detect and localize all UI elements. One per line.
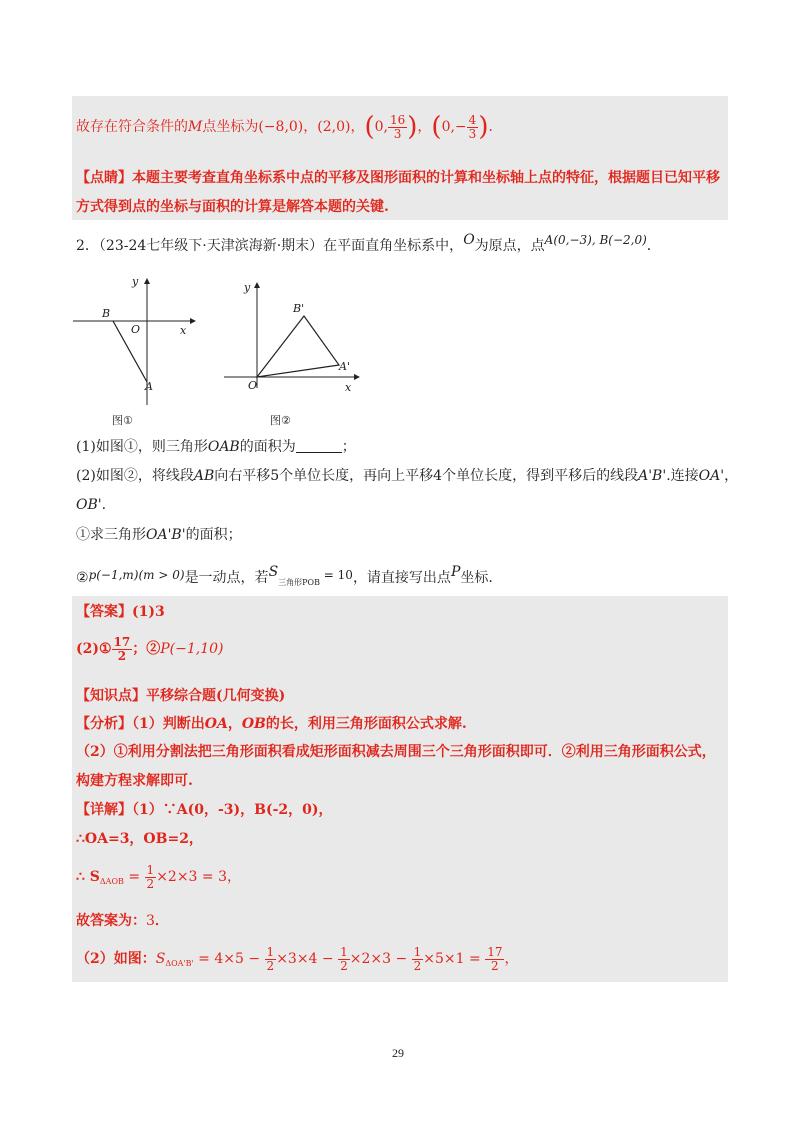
fig1-label-o: O (131, 323, 141, 336)
fig2-label-y: y (244, 281, 251, 294)
comment-line-2: 方式得到点的坐标与面积的计算是解答本题的关键. (76, 199, 389, 215)
figure-1 (70, 270, 200, 430)
conclusion-line: 故存在符合条件的M点坐标为(−8,0)，(2,0)，(0, $\frac{16}{3}$ )，(0,− $\frac{4}{3}$ )． (76, 112, 503, 142)
detail-3: ∴ $S_{\Delta AOB}$ = $\frac{1}{2}$ ×2×3 = 3， (76, 862, 242, 891)
question-2-cont: OB'. (76, 497, 107, 513)
analysis-3: 构建方程求解即可. (76, 773, 193, 789)
figure-2 (222, 276, 372, 400)
comment-line-1: 【点睛】本题主要考查直角坐标系中点的平移及图形面积的计算和坐标轴上点的特征，根据题目已知平移 (76, 170, 720, 186)
sub-question-1: ①求三角形OA'B'的面积； (76, 527, 242, 543)
fig2-caption: 图② (270, 414, 291, 427)
detail-5: （2）如图：$S_{\Delta OA'B'} = 4\times 5$ − $\frac{1}{2}$ ×3×4 − $\frac{1}{2}$ ×2×3 − $\frac{1}{2}$ ×5×1 = $\frac{17}{2}$ ， (76, 944, 519, 973)
page-number: 29 (392, 1046, 404, 1060)
fig2-label-x: x (345, 381, 352, 394)
fig2-x-arrow (354, 374, 360, 380)
fig1-label-y: y (132, 275, 139, 288)
fig1-x-arrow (190, 318, 196, 324)
detail-1: 【详解】（1）∵A(0，-3)，B(-2，0)， (76, 802, 333, 818)
analysis-2: （2）①利用分割法把三角形面积看成矩形面积减去周围三个三角形面积即可．②利用三角形面积公式， (76, 744, 716, 760)
fig1-label-x: x (180, 324, 187, 337)
answer-line-2: (2)① $\frac{17}{2}$ ；②P(−1,10) (76, 634, 224, 663)
fig2-label-ap: A' (339, 360, 350, 373)
analysis-1: 【分析】（1）判断出OA，OB的长，利用三角形面积公式求解. (76, 716, 467, 732)
detail-4: 故答案为：3． (76, 913, 169, 929)
fig2-label-o: O (248, 379, 258, 392)
fig2-y-arrow (254, 282, 260, 288)
fig1-label-a: A (145, 380, 153, 393)
detail-2: ∴OA=3，OB=2， (76, 831, 203, 847)
fig2-triangle (257, 316, 339, 377)
fig1-label-b: B (102, 307, 111, 320)
fig1-y-arrow (144, 278, 150, 284)
question-2: (2)如图②，将线段AB向右平移5个单位长度，再向上平移4个单位长度，得到平移后的线段A'B'.连接OA'， (76, 468, 739, 484)
fig2-label-bp: B' (293, 302, 305, 315)
problem-statement: 2．（23-24七年级下·天津滨海新·期末）在平面直角坐标系中，O为原点，点A(0,−3), B(−2,0)． (76, 232, 661, 254)
fig1-segment-ab (113, 321, 147, 382)
answer-blank (296, 438, 342, 453)
knowledge-point: 【知识点】平移综合题(几何变换) (76, 688, 286, 704)
fig1-caption: 图① (112, 414, 133, 427)
sub-question-2: ②p(−1,m)(m > 0)是一动点，若$S_{三角形POB} = 10$，请直接写出点P坐标. (76, 564, 493, 587)
question-1: (1)如图①，则三角形OAB的面积为 ； (76, 439, 356, 455)
answer-line: 【答案】(1)3 (76, 604, 165, 620)
